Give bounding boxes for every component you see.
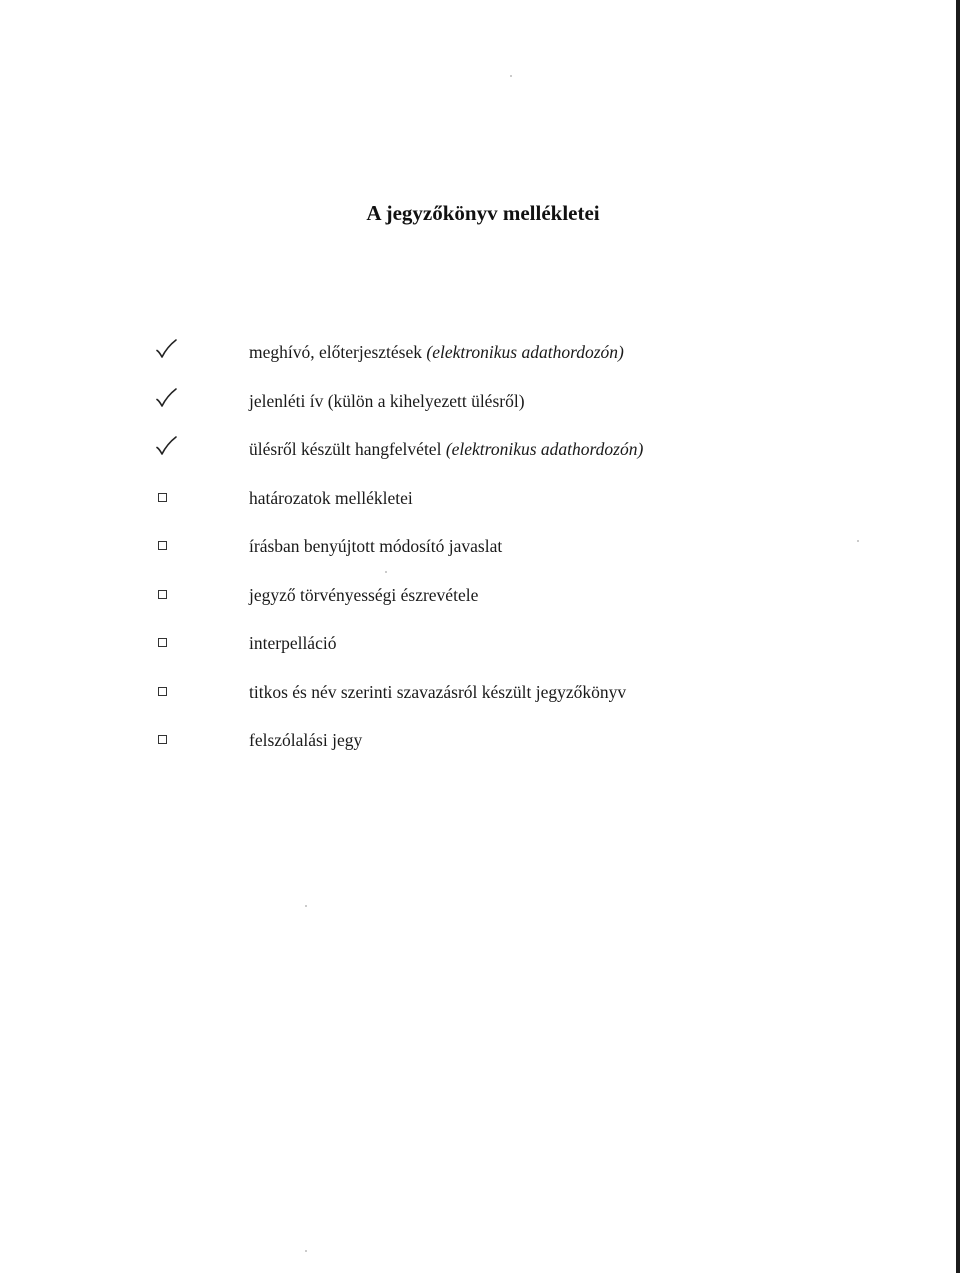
list-item <box>0 629 960 678</box>
list-item <box>0 532 960 581</box>
list-item-text: jelenléti ív (külön a kihelyezett ülésről) <box>249 390 525 411</box>
empty-checkbox-icon <box>158 638 167 647</box>
list-item <box>0 338 960 387</box>
list-item-text: jegyző törvényességi észrevétele <box>249 584 479 605</box>
list-item-text: titkos és név szerinti szavazásról készült jegyzőkönyv <box>249 681 627 702</box>
list-item-text: interpelláció <box>249 633 337 653</box>
list-item <box>0 726 960 775</box>
empty-checkbox-icon <box>158 687 167 696</box>
empty-checkbox-icon <box>158 590 167 599</box>
list-item <box>0 678 960 727</box>
list-item <box>0 484 960 533</box>
list-item-text: határozatok mellékletei <box>249 487 413 508</box>
list-item <box>0 435 960 484</box>
scan-speck <box>510 75 512 77</box>
attachment-list <box>0 338 960 775</box>
list-item-text: írásban benyújtott módosító javaslat <box>249 536 503 556</box>
checkmark-icon <box>154 338 178 362</box>
list-item-text: felszólalási jegy <box>249 730 363 750</box>
list-item-text: ülésről készült hangfelvétel (elektronikus adathordozón) <box>249 439 644 459</box>
scan-speck <box>305 905 307 907</box>
list-item <box>0 387 960 436</box>
list-item-text: meghívó, előterjesztések (elektronikus adathordozón) <box>249 342 624 362</box>
empty-checkbox-icon <box>158 735 167 744</box>
list-item <box>0 581 960 630</box>
page-title: A jegyzőkönyv mellékletei <box>366 201 600 225</box>
scan-speck <box>385 571 387 573</box>
scan-speck <box>305 1250 307 1252</box>
checkmark-icon <box>154 435 178 459</box>
empty-checkbox-icon <box>158 541 167 550</box>
scan-speck <box>857 540 859 542</box>
checkmark-icon <box>154 387 178 411</box>
empty-checkbox-icon <box>158 493 167 502</box>
